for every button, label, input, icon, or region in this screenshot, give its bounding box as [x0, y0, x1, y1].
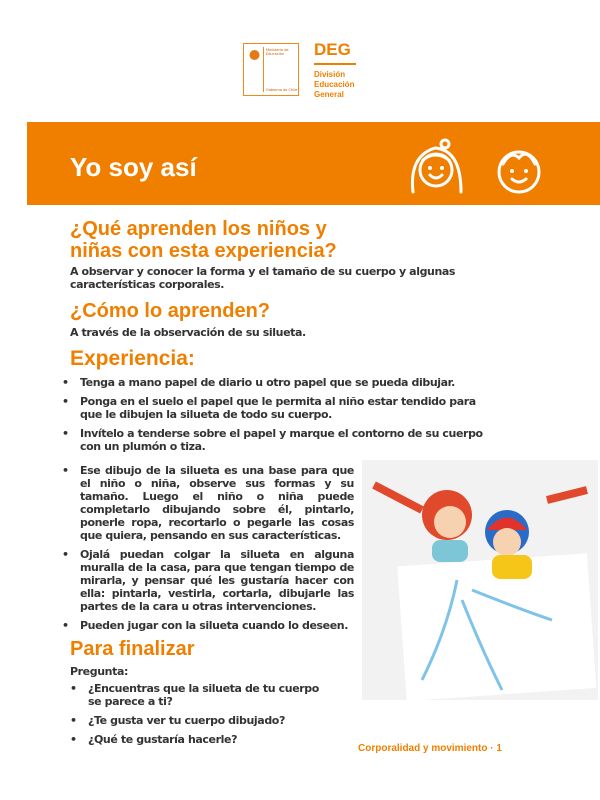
children-silhouette-illustration [362, 460, 598, 700]
heading-line: niñas con esta experiencia? [70, 240, 337, 262]
girl-face-icon [405, 136, 467, 196]
children-drawing-illustration [362, 460, 598, 700]
list-item: • ¿Qué te gustaría hacerle? [70, 733, 320, 746]
page-footer: Corporalidad y movimiento · 1 [358, 743, 502, 754]
deg-subtitle [314, 70, 354, 100]
deg-divider [314, 63, 356, 65]
list-item: • ¿Te gusta ver tu cuerpo dibujado? [70, 714, 320, 727]
coat-of-arms-icon [248, 49, 261, 61]
list-item: • Ojalá puedan colgar la silueta en alguna muralla de la casa, para que tengan tiempo de mirarla, y pensar qué les gustaría hacer con ella: pintarla, vestirla, cortarla, dibujarle las partes de la cara u otras intervenciones. [62, 548, 354, 613]
ministry-name: Ministerio de Educación [266, 48, 289, 56]
section-how-heading: ¿Cómo lo aprenden? [70, 300, 270, 322]
section-experience-heading: Experiencia: [70, 347, 195, 370]
section-learn-heading [70, 218, 337, 262]
section-learn-text: A observar y conocer la forma y el tamaño de su cuerpo y algunas características corporales. [70, 265, 456, 291]
ministry-logo [243, 43, 299, 96]
experience-list-2 [62, 464, 354, 638]
deg-subtitle-line: General [314, 90, 344, 99]
experience-list [62, 376, 487, 459]
list-item: • Invítelo a tenderse sobre el papel y marque el contorno de su cuerpo con un plumón o tiza. [62, 427, 487, 453]
list-item: • Tenga a mano papel de diario u otro papel que se pueda dibujar. [62, 376, 487, 389]
section-finish-heading: Para finalizar [70, 638, 195, 660]
list-item: • Ponga en el suelo el papel que le permita al niño estar tendido para que le dibujen la silueta de todo su cuerpo. [62, 395, 487, 421]
title-banner [27, 122, 600, 205]
heading-line: ¿Qué aprenden los niños y [70, 218, 327, 240]
list-item: • ¿Encuentras que la silueta de tu cuerpo se parece a ti? [70, 682, 320, 708]
boy-face-icon [493, 140, 545, 196]
question-label: Pregunta: [70, 665, 128, 678]
deg-subtitle-line: División [314, 70, 346, 79]
page-title: Yo soy así [70, 152, 197, 182]
list-item: • Pueden jugar con la silueta cuando lo deseen. [62, 619, 354, 632]
government-name: Gobierno de Chile [266, 88, 298, 92]
list-item: • Ese dibujo de la silueta es una base para que el niño o niña, observe sus formas y su tamaño. Luego el niño o niña puede completarlo dibujando sobre él, pintarlo, ponerle ropa, recortarlo o pegarle las cosas que quiera, pensando en sus características. [62, 464, 354, 542]
section-how-text: A través de la observación de su silueta. [70, 326, 306, 339]
deg-subtitle-line: Educación [314, 80, 355, 89]
deg-logo-title: DEG [314, 40, 351, 59]
question-list [70, 682, 320, 752]
